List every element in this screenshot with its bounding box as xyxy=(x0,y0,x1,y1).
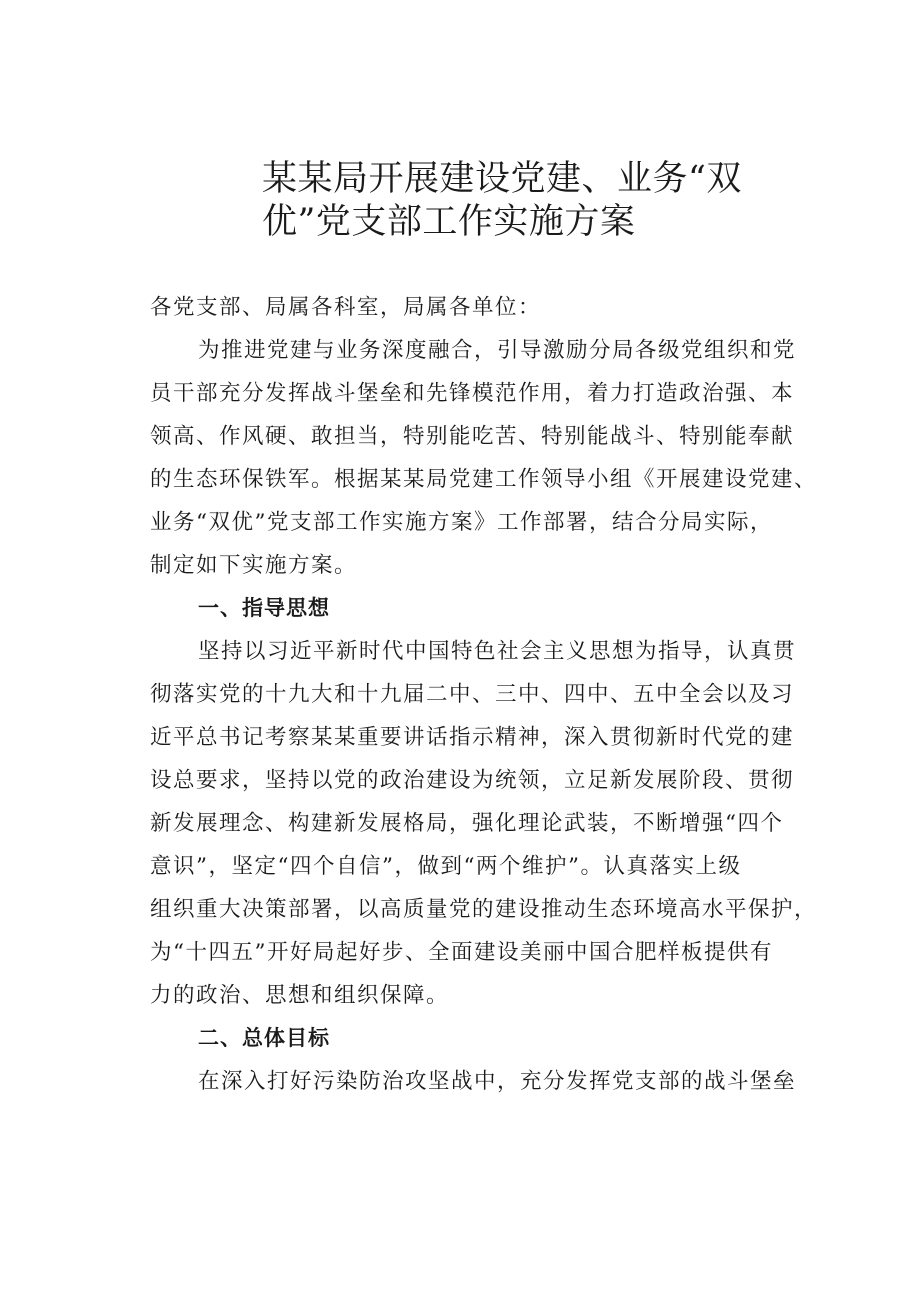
section-1-line-9: 力的政治、思想和组织保障。 xyxy=(150,983,450,1008)
section-1-line-6: 意识”，坚定“四个自信”，做到“两个维护”。认真落实上级 xyxy=(150,854,742,879)
section-1-line-2: 彻落实党的十九大和十九届二中、三中、四中、五中全会以及习 xyxy=(150,682,795,707)
section-2-heading: 二、总体目标 xyxy=(198,1026,330,1050)
section-2-paragraph xyxy=(150,1060,810,1103)
section-1-line-8: 为“十四五”开好局起好步、全面建设美丽中国合肥样板提供有 xyxy=(150,940,773,965)
title-line-1: 某某局开展建设党建、业务“双 xyxy=(262,159,742,199)
section-1-line-1: 坚持以习近平新时代中国特色社会主义思想为指导，认真贯 xyxy=(198,639,797,664)
section-1-line-7: 组织重大决策部署，以高质量党的建设推动生态环境高水平保护， xyxy=(150,897,818,922)
intro-line-6: 制定如下实施方案。 xyxy=(150,553,358,578)
intro-line-3: 领高、作风硬、敢担当，特别能吃苦、特别能战斗、特别能奉献 xyxy=(150,424,795,449)
section-1-line-5: 新发展理念、构建新发展格局，强化理论武装，不断增强“四个 xyxy=(150,811,784,836)
document-title xyxy=(262,158,782,244)
section-2-line-1: 在深入打好污染防治攻坚战中，充分发挥党支部的战斗堡垒 xyxy=(198,1069,797,1094)
intro-line-1: 为推进党建与业务深度融合，引导激励分局各级党组织和党 xyxy=(198,338,797,363)
salutation: 各党支部、局属各科室，局属各单位： xyxy=(150,295,542,320)
section-1-heading: 一、指导思想 xyxy=(198,596,330,620)
intro-line-4: 的生态环保铁军。根据某某局党建工作领导小组《开展建设党建、 xyxy=(150,467,818,492)
intro-line-5: 业务“双优”党支部工作实施方案》工作部署，结合分局实际， xyxy=(150,510,773,535)
intro-paragraph xyxy=(150,329,818,587)
section-1-line-3: 近平总书记考察某某重要讲话指示精神，深入贯彻新时代党的建 xyxy=(150,725,795,750)
section-1-line-4: 设总要求，坚持以党的政治建设为统领，立足新发展阶段、贯彻 xyxy=(150,768,795,793)
intro-line-2: 员干部充分发挥战斗堡垒和先锋模范作用，着力打造政治强、本 xyxy=(150,381,795,406)
section-1-paragraph xyxy=(150,630,818,1017)
title-line-2: 优”党支部工作实施方案 xyxy=(262,202,636,242)
document-body xyxy=(150,286,818,1103)
